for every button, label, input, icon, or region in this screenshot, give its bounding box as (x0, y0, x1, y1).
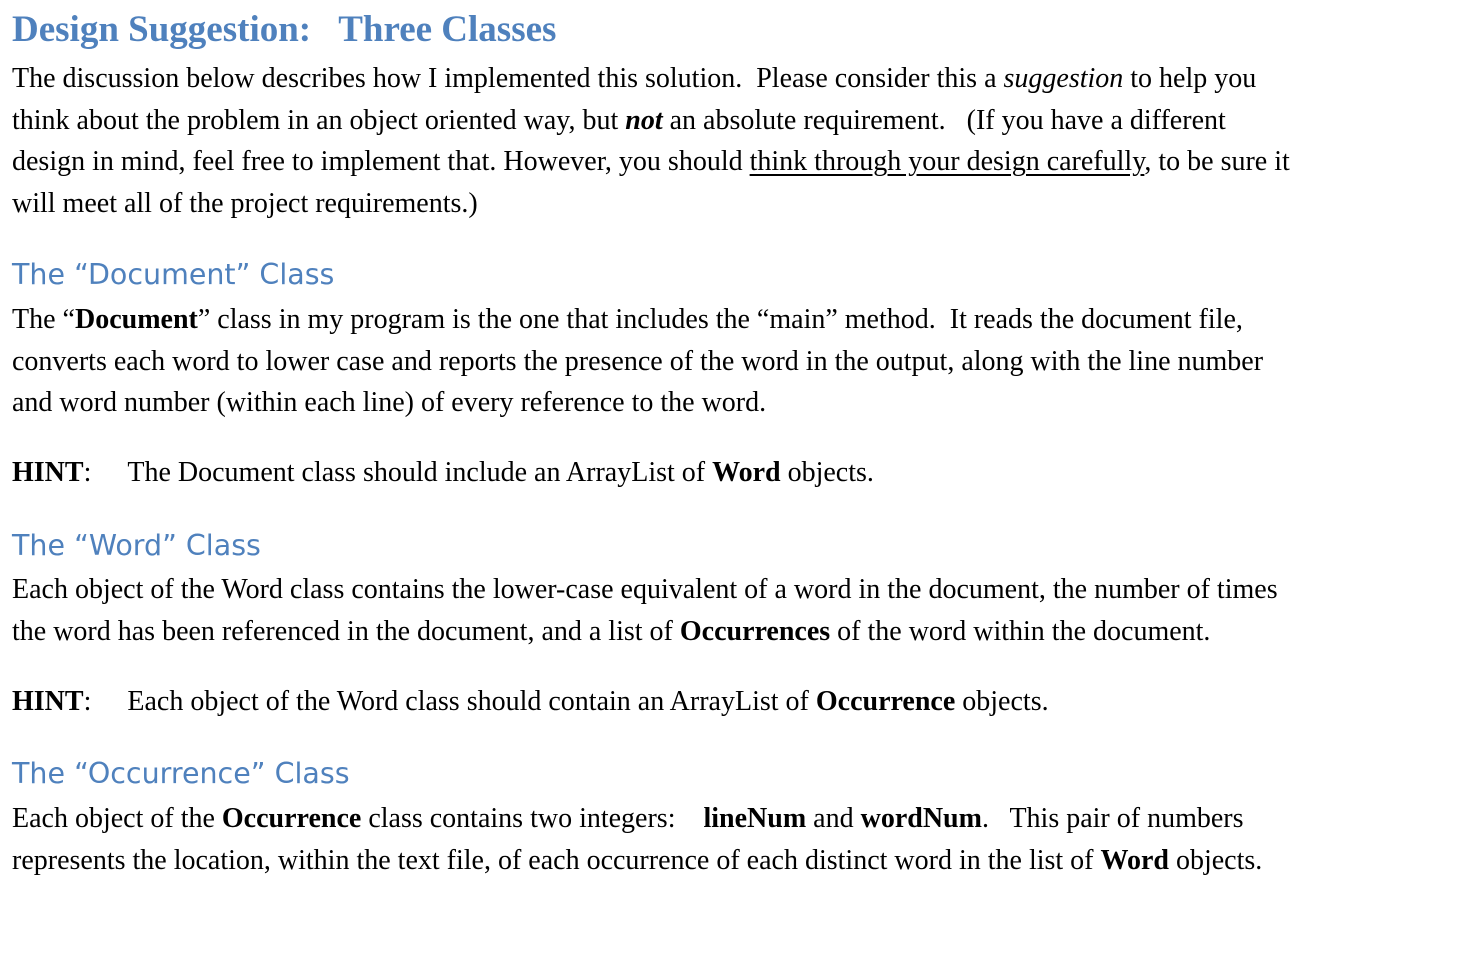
intro-line-4: will meet all of the project requirements.) (12, 188, 478, 220)
text-run: the word has been referenced in the document, and a list of (12, 615, 680, 647)
emphasis-suggestion: suggestion (1003, 63, 1124, 94)
word-hint (12, 682, 1049, 722)
text-run: Each object of the Word class should contain an ArrayList of (127, 686, 816, 717)
bold-occurrences: Occurrences (679, 615, 831, 647)
text-run: The Document class should include an ArrayList of (127, 457, 713, 488)
occurrence-class-paragraph (12, 798, 1472, 881)
word-class-paragraph (12, 569, 1472, 652)
text-run: to help you (1123, 63, 1257, 94)
hint-label: HINT (12, 686, 84, 717)
text-run: represents the location, within the text file, of each occurrence of each distinct word in the list of (12, 844, 1101, 876)
document-hint (12, 453, 874, 493)
occurrence-line-2 (12, 840, 1472, 882)
hint-colon: : (83, 686, 92, 717)
text-run: objects. (955, 686, 1049, 717)
bold-occurrence: Occurrence (221, 803, 362, 834)
text-run: Each object of the (12, 803, 222, 834)
intro-paragraph (12, 58, 1472, 225)
bold-word: Word (712, 457, 781, 488)
hint-label: HINT (12, 457, 84, 488)
text-run: . This pair of numbers (981, 803, 1244, 834)
page-title: Design Suggestion: Three Classes (12, 9, 557, 50)
document-line-1 (12, 299, 1472, 341)
text-run: objects. (1168, 844, 1263, 876)
document-class-paragraph (12, 299, 1472, 424)
text-run: of the word within the document. (830, 615, 1211, 647)
bold-word: Word (1100, 844, 1169, 876)
bold-wordnum: wordNum (860, 803, 982, 834)
document-line-3: and word number (within each line) of every reference to the word. (12, 387, 767, 419)
text-run: and (806, 803, 861, 834)
word-line-2 (12, 611, 1472, 653)
text-run: think about the problem in an object oriented way, but (12, 104, 626, 136)
document-class-heading: The “Document” Class (12, 258, 335, 291)
text-run: objects. (780, 457, 874, 488)
occurrence-line-1 (12, 798, 1472, 840)
intro-line-1 (12, 58, 1472, 100)
text-run: , to be sure it (1144, 146, 1290, 178)
intro-line-3 (12, 141, 1472, 183)
text-run: The “ (12, 304, 75, 335)
underlined-phrase: think through your design carefully (749, 146, 1145, 178)
text-run: design in mind, feel free to implement that. However, you should (12, 146, 750, 178)
text-run: class contains two integers: (361, 803, 704, 834)
word-class-heading: The “Word” Class (12, 529, 261, 562)
bold-occurrence: Occurrence (815, 686, 956, 717)
bold-document: Document (74, 304, 198, 335)
emphasis-not: not (625, 104, 663, 136)
text-run: The discussion below describes how I implemented this solution. Please consider this a (12, 63, 1004, 94)
word-line-1: Each object of the Word class contains the lower-case equivalent of a word in the document, the number of times (12, 574, 1278, 605)
hint-colon: : (83, 457, 92, 488)
text-run: ” class in my program is the one that includes the “main” method. It reads the document file, (197, 304, 1243, 335)
bold-linenum: lineNum (703, 803, 807, 834)
intro-line-2 (12, 100, 1472, 142)
document-line-2: converts each word to lower case and reports the presence of the word in the output, along with the line number (12, 345, 1264, 377)
occurrence-class-heading: The “Occurrence” Class (12, 757, 350, 790)
text-run: an absolute requirement. (If you have a different (662, 104, 1226, 136)
